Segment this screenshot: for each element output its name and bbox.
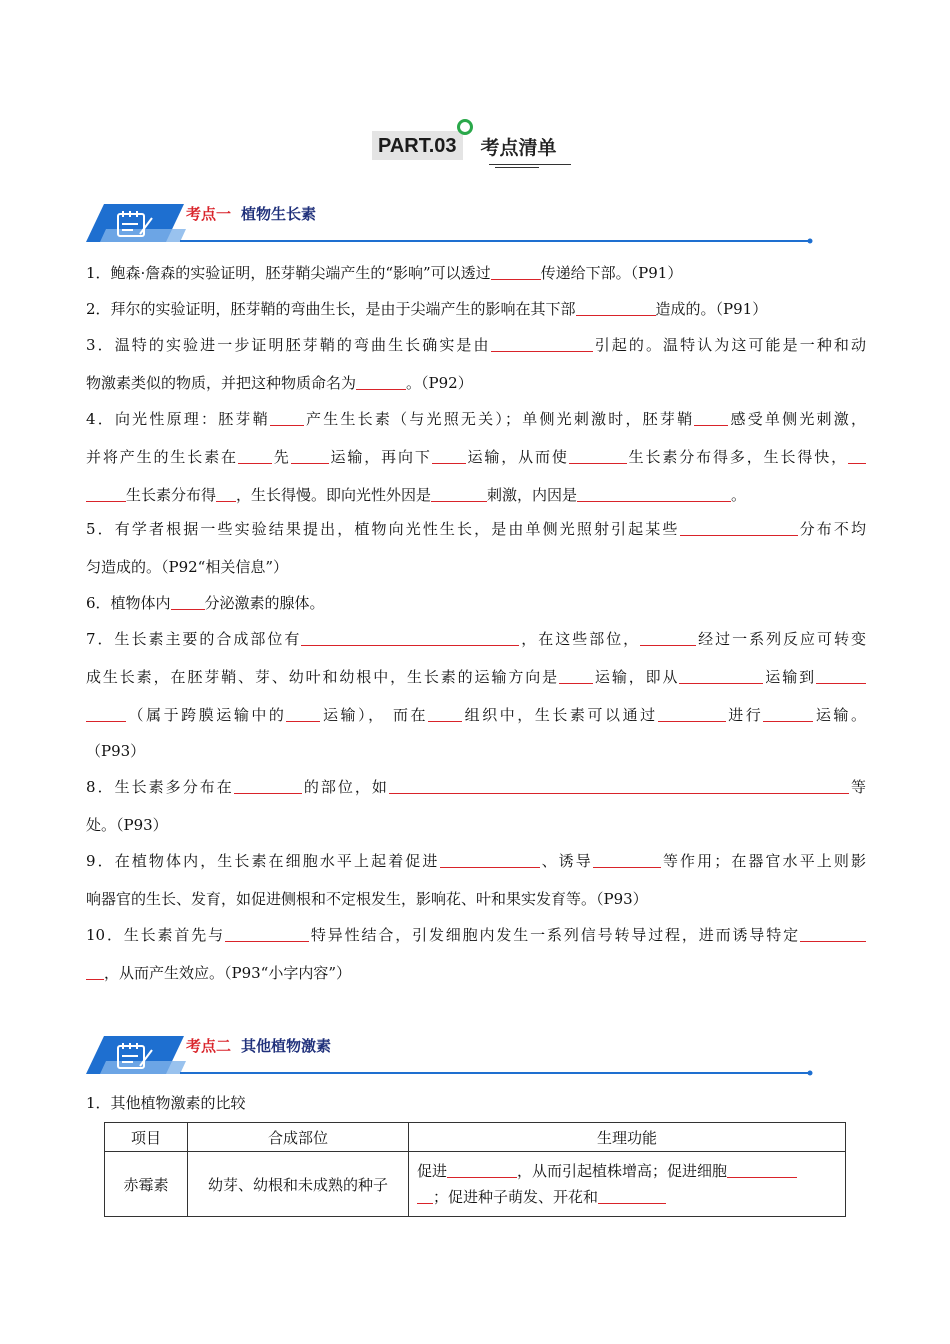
item-line [86,298,767,320]
text: 特异性结合，引发细胞内发生一系列信号转导过程，进而诱导特定 [309,926,800,944]
fill-blank[interactable] [432,447,466,464]
text: 处。（P93） [86,816,168,834]
text: 引起的。温特认为这可能是一种和动 [592,336,866,354]
text: 的部位，如 [301,778,389,796]
fill-blank[interactable] [593,851,661,868]
table-header: 生理功能 [409,1123,846,1152]
text: 组织中，生长素可以通过 [462,706,658,724]
part-banner [372,124,557,160]
text: 运输。 [813,706,866,724]
section-header-1 [86,202,814,242]
item-line [86,814,168,836]
text: 生长素分布得多，生长得快， [626,448,848,466]
fill-blank[interactable] [216,485,236,502]
fill-blank[interactable] [848,447,866,464]
text: 响器官的生长、发育，如促进侧根和不定根发生，影响花、叶和果实发育等。（P93） [86,890,648,908]
fill-blank[interactable] [86,963,104,980]
banner-title [481,136,557,160]
section-number: 考点二 [186,1037,232,1055]
text: 运输，即从 [593,668,680,686]
item-line [86,850,866,872]
text: 1．其他植物激素的比较 [86,1094,246,1112]
fill-blank[interactable] [640,629,696,646]
text: 1．鲍森·詹森的实验证明，胚芽鞘尖端产生的“影响”可以透过 [86,264,491,282]
fill-blank[interactable] [238,447,272,464]
text: 生长素分布得 [126,486,217,504]
item-line [86,776,866,798]
table-cell-site: 幼芽、幼根和未成熟的种子 [188,1152,409,1217]
text: 物激素类似的物质，并把这种物质命名为 [86,374,357,392]
text: 4．向光性原理：胚芽鞘 [86,410,270,428]
item-line [86,740,145,762]
title-underline-short [495,167,539,168]
item-line [86,484,746,506]
table-header-row [105,1123,846,1152]
text: （P93） [86,742,146,760]
item-line [86,1092,246,1114]
text: 3．温特的实验进一步证明胚芽鞘的弯曲生长确实是由 [86,336,491,354]
text: 并将产生的生长素在 [86,448,238,466]
fill-blank[interactable] [816,667,866,684]
ring-icon [457,119,473,135]
text: 感受单侧光刺激， [728,410,866,428]
part-label [372,131,463,160]
fill-blank[interactable] [800,925,866,942]
text: 等作用；在器官水平上则影 [660,852,866,870]
text: ，从而产生效应。（P93“小字内容”） [104,964,352,982]
text: 5．有学者根据一些实验结果提出，植物向光性生长，是由单侧光照射引起某些 [86,520,680,538]
text: 7．生长素主要的合成部位有 [86,630,302,648]
fill-blank[interactable] [286,705,320,722]
fill-blank[interactable] [291,447,329,464]
text: 2．拜尔的实验证明，胚芽鞘的弯曲生长，是由于尖端产生的影响在其下部 [86,300,576,318]
banner-title-text: 考点清单 [480,137,557,159]
table-cell-function [409,1152,846,1217]
part-label-text: PART.03 [378,135,457,157]
item-line [86,628,866,650]
fill-blank[interactable] [447,1161,517,1178]
text: ，从而引起植株增高；促进细胞 [517,1162,728,1180]
text: 9．在植物体内，生长素在细胞水平上起着促进 [86,852,440,870]
text: 运输）， 而在 [320,706,429,724]
fill-blank[interactable] [559,667,593,684]
fill-blank[interactable] [270,409,304,426]
item-line [86,334,866,356]
item-line [86,924,866,946]
fill-blank[interactable] [428,705,462,722]
text: 运输到 [763,668,816,686]
fill-blank[interactable] [763,705,813,722]
section-header-2 [86,1034,814,1074]
item-line [86,518,866,540]
text: 8．生长素多分布在 [86,778,234,796]
text: 先 [271,448,291,466]
text: 分泌激素的腺体。 [204,594,325,612]
text: 运输，再向下 [328,448,432,466]
fill-blank[interactable] [569,447,627,464]
item-line [86,556,288,578]
section-title-1 [186,202,316,226]
table-cell-name: 赤霉素 [105,1152,188,1217]
fill-blank[interactable] [727,1161,797,1178]
fill-blank[interactable] [598,1187,666,1204]
fill-blank[interactable] [417,1187,433,1204]
text: 。（P92） [406,374,473,392]
text: 运输，从而使 [465,448,569,466]
item-line [86,408,866,430]
hormone-comparison-table [104,1122,846,1217]
text: 传递给下部。（P91） [540,264,683,282]
fill-blank[interactable] [440,851,540,868]
text: 成生长素，在胚芽鞘、芽、幼叶和幼根中，生长素的运输方向是 [86,668,560,686]
text: （属于跨膜运输中的 [126,706,287,724]
fill-blank[interactable] [86,705,126,722]
title-underline [489,164,571,165]
section-number: 考点一 [186,205,232,223]
text: 6．植物体内 [86,594,171,612]
section-title-2 [186,1034,331,1058]
fill-blank[interactable] [389,777,849,794]
fill-blank[interactable] [431,485,487,502]
text: 10．生长素首先与 [86,926,226,944]
table-header: 项目 [105,1123,188,1152]
text: 匀造成的。（P92“相关信息”） [86,558,289,576]
table-row [105,1152,846,1217]
fill-blank[interactable] [225,925,309,942]
fill-blank[interactable] [356,373,406,390]
text: 等 [848,778,866,796]
fill-blank[interactable] [576,299,656,316]
fill-blank[interactable] [680,519,798,536]
text: 分布不均 [797,520,866,538]
item-line [86,666,866,688]
fill-blank[interactable] [491,263,541,280]
item-line [86,888,648,910]
text: 造成的。（P91） [655,300,768,318]
item-line [86,262,682,284]
fill-blank[interactable] [658,705,726,722]
text: 产生生长素（与光照无关）；单侧光刺激时，胚芽鞘 [303,410,695,428]
fill-blank[interactable] [694,409,728,426]
section-name: 植物生长素 [241,205,317,223]
text: 刺激，内因是 [487,486,578,504]
text: 促进 [417,1162,448,1180]
text: 进行 [725,706,764,724]
fill-blank[interactable] [234,777,302,794]
text: 、诱导 [539,852,593,870]
fill-blank[interactable] [577,485,731,502]
fill-blank[interactable] [491,335,593,352]
section-name: 其他植物激素 [241,1037,332,1055]
item-line [86,962,351,984]
item-line [86,592,325,614]
text: 。 [731,486,747,504]
text: ；促进种子萌发、开花和 [433,1188,599,1206]
fill-blank[interactable] [171,593,205,610]
fill-blank[interactable] [86,485,126,502]
fill-blank[interactable] [679,667,763,684]
fill-blank[interactable] [301,629,519,646]
text: 经过一系列反应可转变 [696,630,866,648]
text: ，生长得慢。即向光性外因是 [236,486,432,504]
item-line [86,446,866,468]
text: ，在这些部位， [519,630,641,648]
item-line [86,704,866,726]
table-header: 合成部位 [188,1123,409,1152]
item-line [86,372,473,394]
